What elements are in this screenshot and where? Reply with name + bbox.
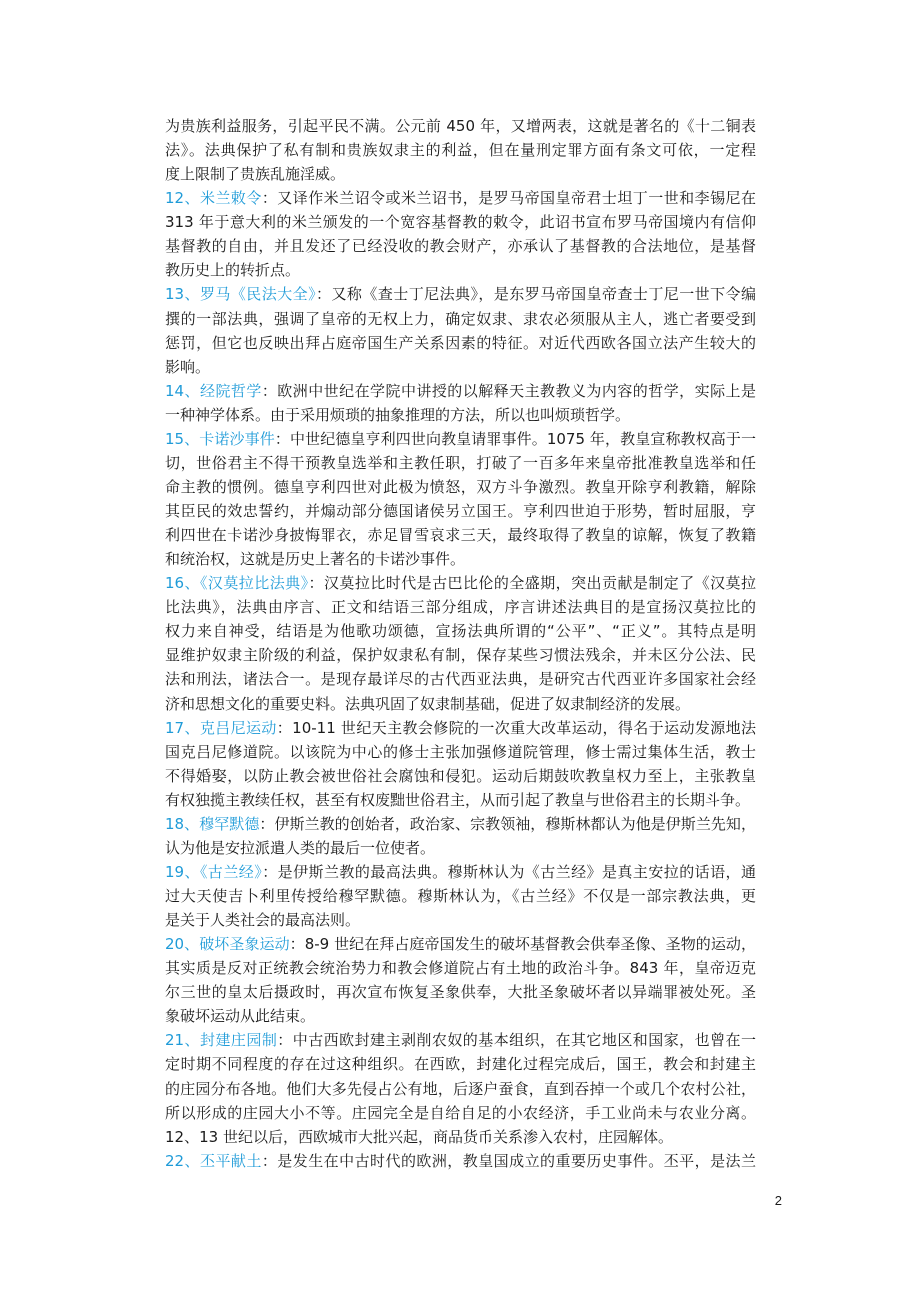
text-run: ：又译作米兰诏令或米兰诏书，是罗马帝国皇帝君士坦丁一世和李锡尼在	[261, 189, 756, 208]
page-body	[165, 114, 756, 1173]
term-entry-14	[165, 379, 756, 427]
text-line: 是关于人类社会的最高法则。	[165, 911, 361, 930]
text-line	[165, 379, 756, 403]
text-line	[165, 716, 756, 740]
term-heading: 14、经院哲学	[165, 381, 262, 400]
text-run: ：中古西欧封建主剥削农奴的基本组织，在其它地区和国家，也曾在一	[277, 1031, 756, 1050]
text-line: 有权独揽主教续任权，甚至有权废黜世俗君主，从而引起了教皇与世俗君主的长期斗争。	[165, 790, 751, 809]
text-line: 度上限制了贵族乱施淫威。	[165, 165, 346, 184]
term-heading: 20、破坏圣象运动	[165, 935, 290, 954]
text-line: 尔三世的皇太后摄政时，再次宣布恢复圣象供奉，大批圣象破坏者以异端罪被处死。圣	[165, 983, 756, 1002]
text-line: 不得婚娶，以防止教会被世俗社会腐蚀和侵犯。运动后期鼓吹教皇权力至上，主张教皇	[165, 766, 756, 785]
term-entry-16	[165, 571, 756, 715]
text-line: 过大天使吉卜利里传授给穆罕默德。穆斯林认为，《古兰经》不仅是一部宗教法典，更	[165, 887, 756, 905]
text-line	[165, 1149, 756, 1173]
term-entry-18	[165, 812, 756, 860]
term-entry-20	[165, 932, 756, 1028]
term-entry-17	[165, 716, 756, 812]
text-line: 为贵族利益服务，引起平民不满。公元前 450 年，又增两表，这就是著名的《十二铜表	[165, 117, 756, 135]
text-line: 比法典》，法典由序言、正文和结语三部分组成，序言讲述法典目的是宣扬汉莫拉比的	[165, 598, 756, 617]
term-heading: 22、丕平献土	[165, 1151, 262, 1170]
text-line: 象破坏运动从此结束。	[165, 1007, 316, 1026]
text-line	[165, 1028, 756, 1052]
text-line	[165, 812, 756, 836]
term-heading: 12、米兰敕令	[165, 189, 262, 208]
page-number: 2	[774, 1193, 782, 1208]
text-line: 切，世俗君主不得干预教皇选举和主教任职，打破了一百多年来皇帝批准教皇选举和任	[165, 453, 756, 472]
text-line	[165, 932, 756, 956]
text-run: ：伊斯兰教的创始者，政治家、宗教领袖，穆斯林都认为他是伊斯兰先知，	[259, 814, 756, 833]
text-line: 12、13 世纪以后，西欧城市大批兴起，商品货币关系渗入农村，庄园解体。	[165, 1127, 673, 1146]
text-line: 权力来自神受，结语是为他歌功颂德，宣扬法典所谓的“公平”、“正义”。其特点是明	[165, 622, 756, 641]
text-run: ：中世纪德皇亨利四世向教皇请罪事件。1075 年，教皇宣称教权高于一	[274, 429, 756, 448]
text-line: 一种神学体系。由于采用烦琐的抽象推理的方法，所以也叫烦琐哲学。	[165, 405, 631, 424]
text-line: 313 年于意大利的米兰颁发的一个宽容基督教的敕令，此诏书宣布罗马帝国境内有信仰	[165, 213, 756, 232]
text-line: 利四世在卡诺沙身披悔罪衣，赤足冒雪哀求三天，最终取得了教皇的谅解，恢复了教籍	[165, 526, 756, 545]
text-line: 其实质是反对正统教会统治势力和教会修道院占有土地的政治斗争。843 年，皇帝迈克	[165, 959, 756, 978]
term-entry-22	[165, 1149, 756, 1173]
text-line: 撰的一部法典，强调了皇帝的无权上力，确定奴隶、隶农必须服从主人，逃亡者要受到	[165, 309, 756, 328]
text-line: 惩罚，但它也反映出拜占庭帝国生产关系因素的特征。对近代西欧各国立法产生较大的	[165, 333, 756, 352]
text-line: 法》。法典保护了私有制和贵族奴隶主的利益，但在量刑定罪方面有条文可依，一定程	[165, 141, 756, 160]
term-entry-15	[165, 427, 756, 571]
text-run: ：是发生在中古时代的欧洲，教皇国成立的重要历史事件。丕平，是法兰	[261, 1151, 756, 1170]
term-heading: 15、卡诺沙事件	[165, 429, 275, 448]
text-line	[165, 860, 756, 884]
term-entry-19	[165, 860, 756, 932]
continuation-paragraph	[165, 114, 756, 186]
text-line	[165, 571, 756, 595]
text-run: ：是伊斯兰教的最高法典。穆斯林认为《古兰经》是真主安拉的话语，通	[262, 862, 756, 881]
text-line: 命主教的惯例。德皇亨利四世对此极为愤怒，双方斗争激烈。教皇开除亨利教籍，解除	[165, 477, 756, 496]
text-line: 和统治权，这就是历史上著名的卡诺沙事件。	[165, 550, 466, 569]
term-entry-13	[165, 282, 756, 378]
text-line	[165, 427, 756, 451]
text-run: ：10-11 世纪天主教会修院的一次重大改革运动，得名于运动发源地法	[276, 718, 756, 737]
term-heading: 21、封建庄园制	[165, 1031, 278, 1050]
term-entry-21	[165, 1028, 756, 1148]
text-line: 法和刑法，诸法合一。是现存最详尽的古代西亚法典，是研究古代西亚许多国家社会经	[165, 670, 756, 689]
text-line: 显维护奴隶主阶级的利益，保护奴隶私有制，保存某些习惯法残余，并未区分公法、民	[165, 646, 756, 665]
text-line: 认为他是安拉派遣人类的最后一位使者。	[165, 838, 436, 857]
text-line	[165, 282, 756, 306]
text-line: 定时期不同程度的存在过这种组织。在西欧，封建化过程完成后，国王，教会和封建主	[165, 1055, 756, 1074]
term-heading: 16、《汉莫拉比法典》	[165, 574, 309, 593]
term-heading: 17、克吕尼运动	[165, 718, 277, 737]
text-run: ：又称《查士丁尼法典》，是东罗马帝国皇帝查士丁尼一世下令编	[316, 285, 756, 304]
text-line: 基督教的自由，并且发还了已经没收的教会财产，亦承认了基督教的合法地位，是基督	[165, 237, 756, 256]
text-run: ：8-9 世纪在拜占庭帝国发生的破坏基督教会供奉圣像、圣物的运动，	[289, 935, 756, 954]
text-line: 的庄园分布各地。他们大多先侵占公有地，后逐户蚕食，直到吞掉一个或几个农村公社，	[165, 1079, 756, 1098]
text-line: 济和思想文化的重要史料。法典巩固了奴隶制基础，促进了奴隶制经济的发展。	[165, 694, 691, 713]
text-run: ：欧洲中世纪在学院中讲授的以解释天主教教义为内容的哲学，实际上是	[261, 381, 756, 400]
text-line: 教历史上的转折点。	[165, 261, 301, 280]
text-line	[165, 186, 756, 210]
term-entry-12	[165, 186, 756, 282]
term-heading: 13、罗马《民法大全》	[165, 285, 317, 304]
term-heading: 19、《古兰经》	[165, 862, 263, 881]
term-heading: 18、穆罕默德	[165, 814, 260, 833]
text-run: ：汉莫拉比时代是古巴比伦的全盛期，突出贡献是制定了《汉莫拉	[308, 574, 756, 593]
text-line: 其臣民的效忠誓约，并煽动部分德国诸侯另立国王。亨利四世迫于形势，暂时屈服，亨	[165, 502, 756, 520]
text-line: 国克吕尼修道院。以该院为中心的修士主张加强修道院管理，修士需过集体生活，教士	[165, 742, 756, 761]
text-line: 所以形成的庄园大小不等。庄园完全是自给自足的小农经济，手工业尚未与农业分离。	[165, 1103, 756, 1122]
text-line: 影响。	[165, 357, 211, 376]
